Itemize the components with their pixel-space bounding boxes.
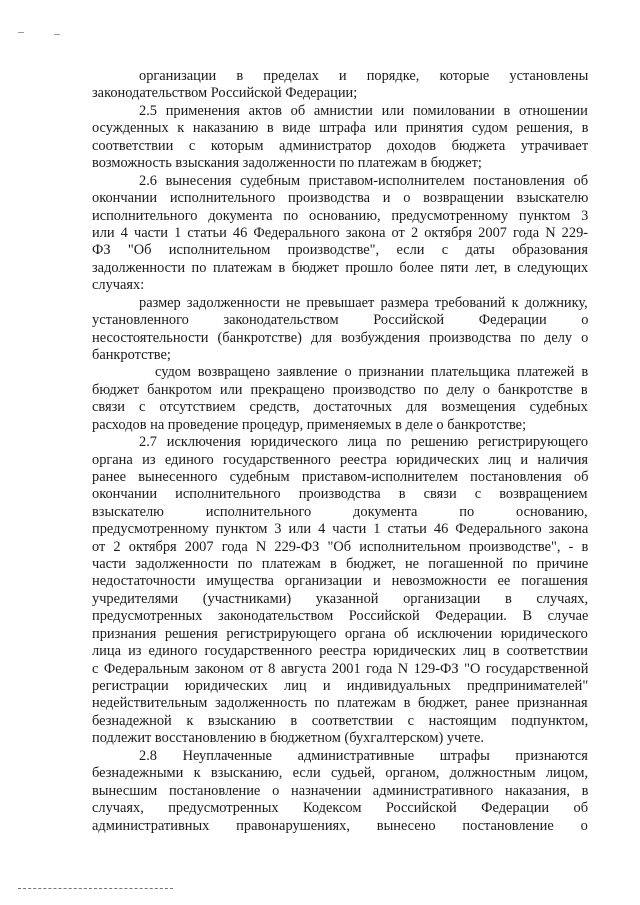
text-line: соответствии с которым администратор доходов бюджета утрачивает [92,138,589,154]
text-line: установленного законодательством Российской Федерации о [92,312,589,328]
text-line: окончании исполнительного производства и о возвращении взыскателю [92,190,589,206]
text-line: ранее вынесенного судебным приставом-исполнителем постановления об [92,469,589,485]
text-line: части задолженности по платежам в бюджет, не погашенной по причине [92,556,589,572]
text-line: подлежит восстановлению в бюджетном (бухгалтерском) учете. [92,730,484,746]
text-line: судом возвращено заявление о признании плательщика платежей в [155,364,589,380]
text-line: возможность взыскания задолженности по платежам в бюджет; [92,155,482,171]
text-line: исполнительного документа по основанию, предусмотренному пунктом 3 [92,208,589,224]
text-line: размер задолженности не превышает размера требований к должнику, [139,295,588,311]
text-line: безнадежными к взысканию, если судьей, органом, должностным лицом, [92,765,589,781]
text-line: 2.8 Неуплаченные административные штрафы признаются [139,748,588,764]
text-line: случаях: [92,277,145,293]
text-line: законодательством Российской Федерации; [92,85,358,101]
text-line: административных правонарушениях, вынесено постановление о [92,818,588,834]
text-line: безнадежной к взысканию в соответствии с настоящим подпунктом, [92,713,589,729]
text-line: от 2 октября 2007 года N 229-ФЗ "Об исполнительном производстве", - в [92,539,589,555]
text-line: банкротстве; [92,347,171,363]
text-line: вынесшим постановление о назначении административного наказания, в [92,783,589,799]
text-line: недостаточности имущества организации и невозможности ее погашения [92,573,588,589]
text-line: лица из единого государственного реестра юридических лиц в соответствии [92,643,588,659]
text-line: регистрации юридических лиц и индивидуальных предпринимателей" [92,678,589,694]
text-line: окончании исполнительного производства в связи с возвращением [92,486,588,502]
text-line: осужденных к наказанию в виде штрафа или принятия судом решения, в [92,120,589,136]
footer-rule [18,888,173,889]
text-line: предусмотренному пунктом 3 или 4 части 1 статьи 46 Федерального закона [92,521,589,537]
scan-artifact-mark [18,30,62,38]
text-line: предусмотренных законодательством Российской Федерации. В случае [92,608,589,624]
text-line: случаях, предусмотренных Кодексом Российской Федерации об [92,800,589,816]
text-line: с Федеральным законом от 8 августа 2001 года N 129-ФЗ "О государственной [92,661,589,677]
text-line: задолженности по платежам в бюджет прошло более пяти лет, в следующих [92,260,589,276]
text-line: 2.7 исключения юридического лица по решению регистрирующего [139,434,589,450]
text-line: связи с отсутствием средств, достаточных для возмещения судебных [92,399,588,415]
text-line: расходов на проведение процедур, применяемых в деле о банкротстве; [92,417,527,433]
text-line: недействительным задолженность по платежам в бюджет, ранее признанная [92,695,588,711]
text-line: ФЗ "Об исполнительном производстве", если с даты образования [92,242,589,258]
text-line: взыскателю исполнительного документа по основанию, [92,504,588,520]
text-line: учредителями (участниками) указанной организации в случаях, [92,591,589,607]
text-line: бюджет банкротом или прекращено производство по делу о банкротстве в [92,382,588,398]
text-line: органа из единого государственного реестра юридических лиц и наличия [92,452,589,468]
text-line: организации в пределах и порядке, которые установлены [139,68,589,84]
text-line: признания решения регистрирующего органа об исключении юридического [92,626,588,642]
text-line: 2.6 вынесения судебным приставом-исполнителем постановления об [139,173,589,189]
text-line: несостоятельности (банкротстве) для возбуждения производства по делу о [92,330,589,346]
text-line: или 4 части 1 статьи 46 Федерального закона от 2 октября 2007 года N 229- [92,225,589,241]
text-line: 2.5 применения актов об амнистии или помиловании в отношении [139,103,588,119]
